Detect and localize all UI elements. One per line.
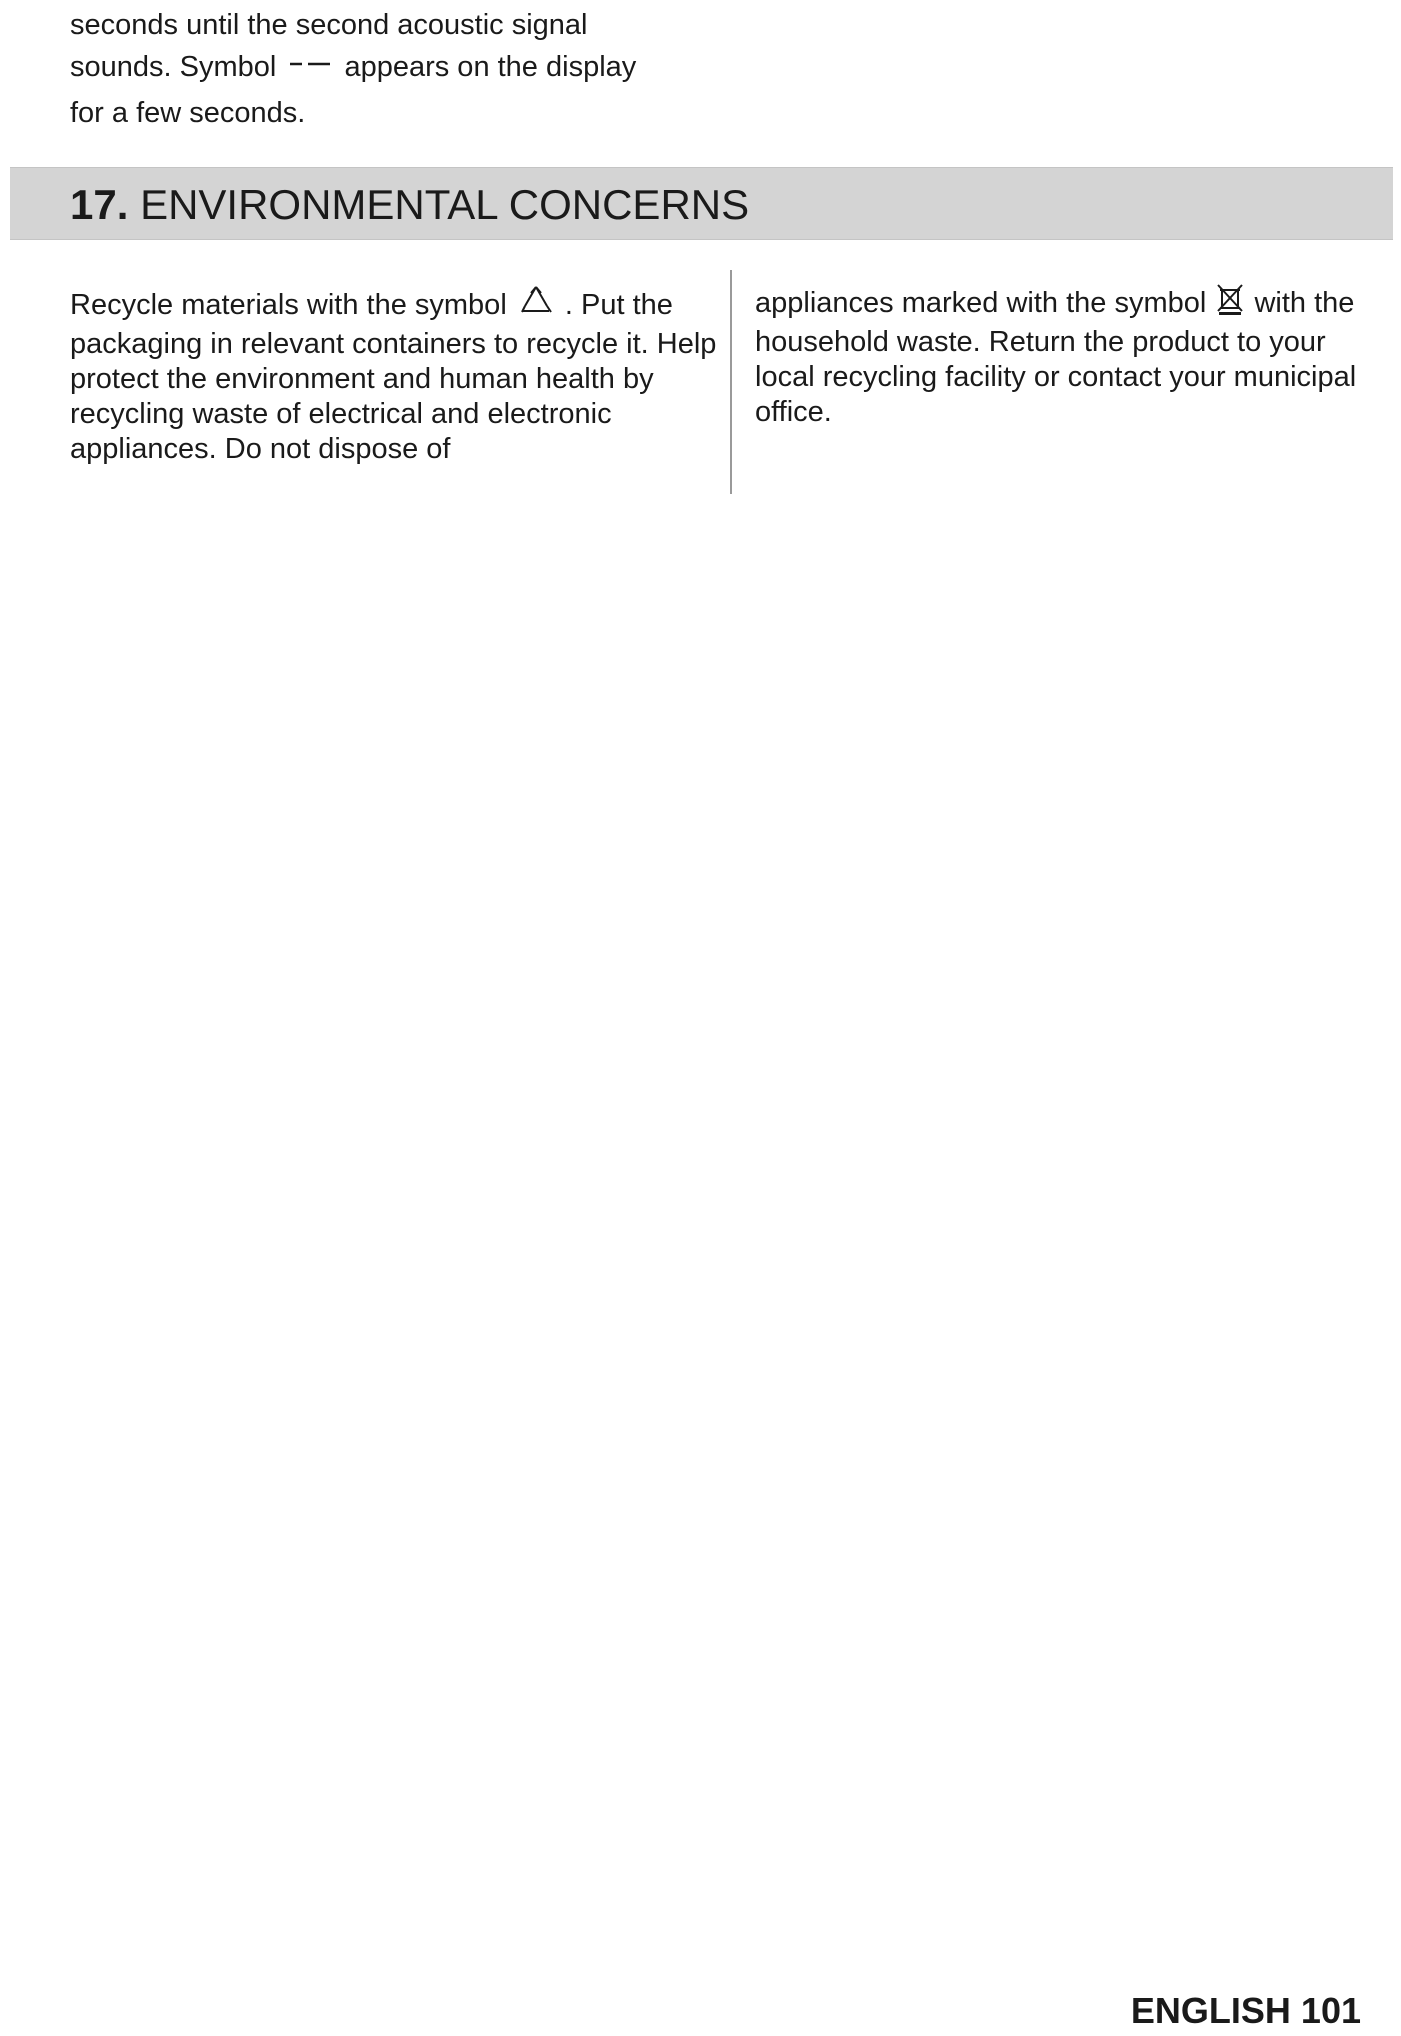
section-title xyxy=(70,182,749,228)
section-number: 17. xyxy=(70,181,129,228)
intro-line-2 xyxy=(70,46,690,92)
dash-display-icon xyxy=(286,50,334,92)
left-text-after: . Put the packaging in relevant containers to recycle it. Help protect the environment and human health by recycling waste of electrical and electronic appliances. Do not dispose of xyxy=(70,289,717,465)
crossed-bin-icon xyxy=(1216,282,1244,325)
intro-line-1: seconds until the second acoustic signal xyxy=(70,9,588,41)
left-text-before: Recycle materials with the symbol xyxy=(70,289,507,321)
page-footer: ENGLISH 101 xyxy=(1130,1990,1361,2031)
right-column-paragraph xyxy=(755,282,1375,430)
intro-line-2-text: sounds. Symbol xyxy=(70,51,277,83)
recycle-icon xyxy=(517,284,555,327)
intro-line-2-rest: appears on the display xyxy=(344,51,637,83)
section-title-text: ENVIRONMENTAL CONCERNS xyxy=(140,181,750,228)
section-header xyxy=(10,167,1393,240)
column-divider xyxy=(730,270,732,494)
left-column xyxy=(70,284,720,467)
right-column xyxy=(755,282,1375,430)
right-text-after: with the household waste. Return the product to your local recycling facility or contact your municipal office. xyxy=(755,287,1357,428)
intro-paragraph xyxy=(70,4,690,134)
intro-line-3: for a few seconds. xyxy=(70,97,306,129)
right-text-before: appliances marked with the symbol xyxy=(755,287,1207,319)
left-column-paragraph xyxy=(70,284,720,467)
